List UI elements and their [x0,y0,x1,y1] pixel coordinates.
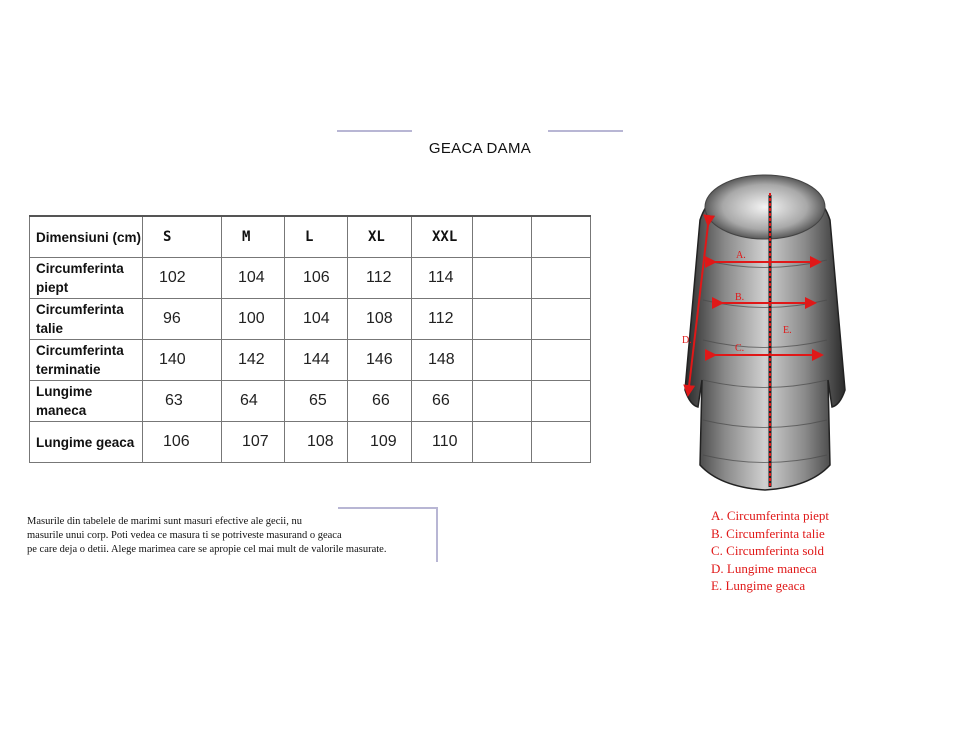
legend-item: E. Lungime geaca [711,578,806,593]
table-cell: 106 [285,258,348,299]
table-cell: 114 [412,258,473,299]
label-d: D. [682,335,692,346]
table-cell: 140 [143,340,222,381]
empty-cell [473,381,532,422]
table-cell: 144 [285,340,348,381]
table-cell: 106 [143,422,222,463]
label-c: C. [735,343,745,354]
label-b: B. [735,292,745,303]
empty-cell [532,422,591,463]
table-cell: 96 [143,299,222,340]
table-row [30,258,591,299]
table-cell: 109 [348,422,412,463]
note-line: Masurile din tabelele de marimi sunt masuri efective ale gecii, nu [27,516,302,527]
table-cell: 64 [222,381,285,422]
table-cell: 108 [348,299,412,340]
empty-cell [532,258,591,299]
title-right-rule [548,130,623,132]
table-cell: 65 [285,381,348,422]
table-cell: 146 [348,340,412,381]
row-label: Circumferinta terminatie [30,340,143,381]
size-table [29,215,591,463]
table-header-row [30,216,591,258]
table-cell: 108 [285,422,348,463]
size-header: XXL [412,216,473,258]
table-cell: 63 [143,381,222,422]
row-label: Circumferinta talie [30,299,143,340]
measurement-note [27,515,427,557]
table-cell: 66 [348,381,412,422]
empty-cell [473,299,532,340]
row-label: Lungime geaca [30,422,143,463]
table-cell: 148 [412,340,473,381]
table-cell: 142 [222,340,285,381]
table-cell: 100 [222,299,285,340]
empty-cell [473,340,532,381]
legend-item: C. Circumferinta sold [711,543,825,558]
note-line: masurile unui corp. Poti vedea ce masura ti se potriveste masurand o geaca [27,530,342,541]
note-line: pe care deja o detii. Alege marimea care se apropie cel mai mult de valorile masurate. [27,544,387,555]
page-title: GEACA DAMA [428,140,532,157]
size-header: S [143,216,222,258]
empty-cell [532,216,591,258]
coat-measurement-diagram [670,165,860,500]
size-header: M [222,216,285,258]
table-cell: 102 [143,258,222,299]
note-frame-top [338,507,438,509]
header-label: Dimensiuni (cm) [30,216,143,258]
empty-cell [473,422,532,463]
row-label: Circumferinta piept [30,258,143,299]
label-e: E. [783,325,792,336]
table-row [30,422,591,463]
legend-item: D. Lungime maneca [711,560,817,576]
table-cell: 112 [412,299,473,340]
table-row [30,299,591,340]
title-left-rule [337,130,412,132]
empty-cell [532,381,591,422]
table-cell: 66 [412,381,473,422]
table-cell: 112 [348,258,412,299]
row-label: Lungime maneca [30,381,143,422]
fur-hood [705,175,825,239]
table-row [30,340,591,381]
legend-item: B. Circumferinta talie [711,525,825,541]
empty-cell [532,299,591,340]
table-cell: 104 [285,299,348,340]
empty-cell [473,216,532,258]
label-a: A. [736,250,746,261]
measurement-legend [711,507,829,595]
note-frame-right [436,507,438,562]
empty-cell [532,340,591,381]
table-cell: 104 [222,258,285,299]
legend-item: A. Circumferinta piept [711,508,830,523]
size-header: L [285,216,348,258]
table-cell: 107 [222,422,285,463]
size-header: XL [348,216,412,258]
table-cell: 110 [412,422,473,463]
table-row [30,381,591,422]
empty-cell [473,258,532,299]
